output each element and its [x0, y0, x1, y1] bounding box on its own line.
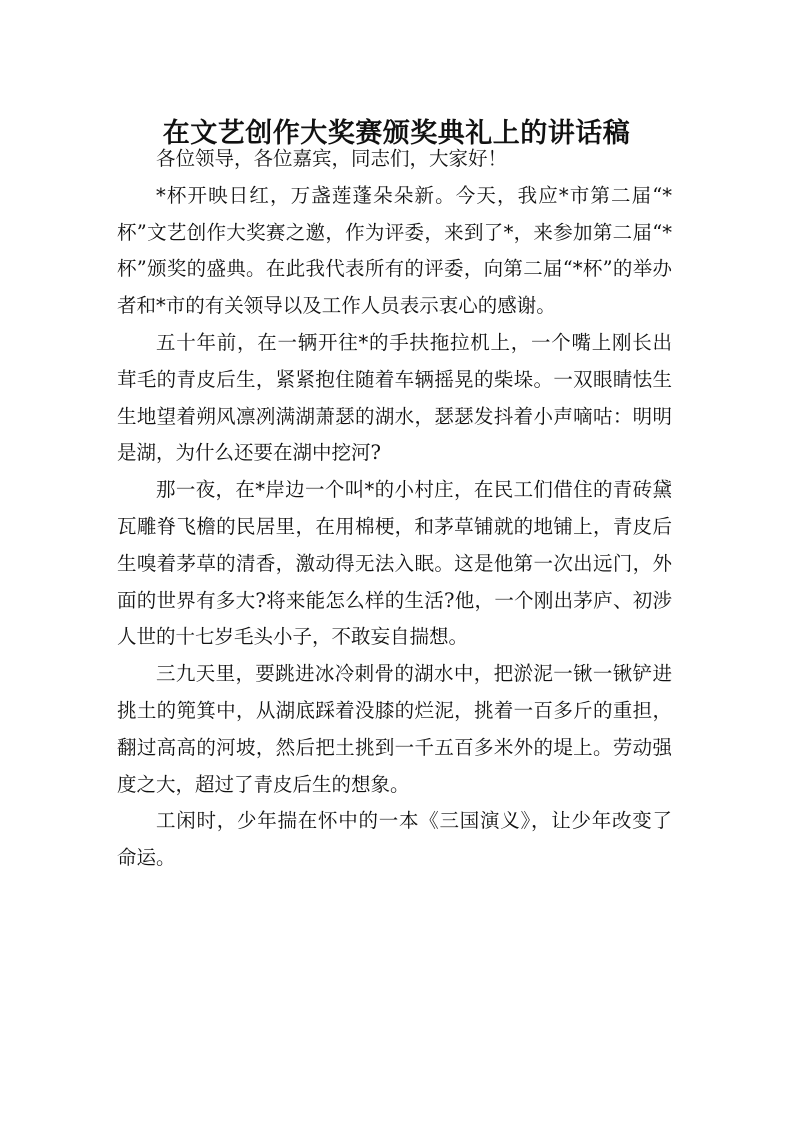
- document-body: [117, 141, 672, 877]
- paragraph-three-kingdoms: 工闲时，少年揣在怀中的一本《三国演义》，让少年改变了命运。: [117, 809, 672, 870]
- paragraph-greeting: 各位领导，各位嘉宾，同志们，大家好！: [156, 147, 508, 170]
- document-title: 在文艺创作大奖赛颁奖典礼上的讲话稿: [162, 118, 631, 150]
- paragraph-winter-work: 三九天里，要跳进冰冷刺骨的湖水中，把淤泥一锹一锹铲进挑土的篼箕中，从湖底踩着没膝的烂泥，挑着一百多斤的重担，翻过高高的河坡，然后把土挑到一千五百多米外的堤上。劳动强度之大，超过了青皮后生的想象。: [117, 662, 672, 796]
- paragraph-fifty-years-ago: 五十年前，在一辆开往*的手扶拖拉机上，一个嘴上刚长出茸毛的青皮后生，紧紧抱住随着车辆摇晃的柴垛。一双眼睛怯生生地望着朔风凛冽满湖萧瑟的湖水，瑟瑟发抖着小声嘀咕：明明是湖，为什么还要在湖中挖河?: [117, 330, 672, 465]
- paragraph-that-night: 那一夜，在*岸边一个叫*的小村庄，在民工们借住的青砖黛瓦雕脊飞檐的民居里，在用棉梗，和茅草铺就的地铺上，青皮后生嗅着茅草的清香，激动得无法入眠。这是他第一次出远门，外面的世界有多大?将来能怎么样的生活?他，一个刚出茅庐、初涉人世的十七岁毛头小子，不敢妄自揣想。: [117, 478, 672, 649]
- paragraph-opening: *杯开映日红，万盏莲蓬朵朵新。今天，我应*市第二届“*杯”文艺创作大奖赛之邀，作为评委，来到了*，来参加第二届“*杯”颁奖的盛典。在此我代表所有的评委，向第二届“*杯”的举办者和*市的有关领导以及工作人员表示衷心的感谢。: [117, 183, 672, 318]
